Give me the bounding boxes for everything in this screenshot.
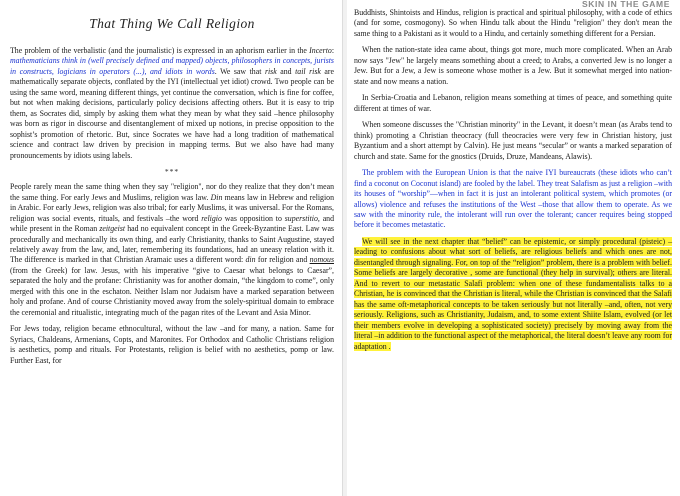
- right-page: [346, 0, 680, 496]
- paragraph-verbalistic: The problem of the verbalistic (and the journalistic) is expressed in an aphorism earlier in the Incerto: mathematicians think in (well precisely defined and mapped) objects, philosophers in concepts, jurists in constructs, logicians in operators (...), and idiots in words. We saw that risk and tail risk are mathematically separate objects, conflated by the IYI (intellectual yet idiot) crowd. Two people can be using the same word, meaning different things, yet continue the conversation, which is fine for coffee, but not when making decisions, particularly policy decisions affecting others. But it is easy to trip them, as Socrates did, simply by asking them what they mean by what they said –hence philosophy was born as rigor in discourse and disentanglement of mixed up notions, in precise opposition to the sophist’s promotion of rhetoric. But, since Socrates we have had a long tradition of mathematical science and contract law driven by precision in mapping terms. But we also have had many pronouncements by idiots using labels.: [10, 46, 334, 160]
- paragraph-religion-meaning: People rarely mean the same thing when they say "religion", nor do they realize that they don’t mean the same thing. For early Jews and Muslims, religion was law. Din means law in Hebrew and religion in Arabic. For early Jews, religion was also tribal; for early Muslims, it was universal. For the Romans, religion was social events, rituals, and festivals –the word religio was opposition to superstitio, and while present in the Roman zeitgeist had no equivalent concept in the Greek-Byzantine East. Law was procedurally and mechanically its own thing, and early Christianity, thanks to Saint Augustine, stayed relatively away from the law, and, later, remembering its foundations, had an uneasy relation with it. The difference is marked in that Christian Aramaic uses a different word: din for religion and nomous (from the Greek) for law. Jesus, with his imperative “give to Caesar what belongs to Caesar”, separated the holy and the profane: Christianity was for another domain, “the kingdom to come”, only merged with this one in the eschaton. Neither Islam nor Judaism have a marked separation between holy and profane. And of course Christianity moved away from the solely-spiritual domain to embrace the ceremonial and ritualistic, integrating much of the pagan rites of the Levant and Asia Minor.: [10, 182, 335, 317]
- paragraph-jews-today: For Jews today, religion became ethnocultural, without the law –and for many, a nation. Same for Syriacs, Chaldeans, Armenians, Copts, and Maronites. For Orthodox and Catholic Christians religion is aesthetics, pomp and rituals. For Protestants, religion is belief with no aesthetics, pomp or law. Further East, for: [10, 324, 334, 365]
- running-header: SKIN IN THE GAME: [582, 0, 670, 9]
- paragraph-serbia-lebanon: In Serbia-Croatia and Lebanon, religion means something at times of peace, and something quite different at times of war.: [354, 93, 672, 113]
- highlighted-text: We will see in the next chapter that “belief” can be epistemic, or simply procedural (pisteic) –leading to confusions about what sort of beliefs, are religious beliefs and which ones are not, disentangled through signaling. For, on top of the “religion” problem, there is a problem with belief. Some beliefs are largely decorative , some are functional (they help in survival); others are literal. And to revert to our metastatic Salafi problem: when one of these fundamentalists talks to a Christian, he is convinced that the Christian is literal, while the Christian is convinced that the Salafi has the same oft-metaphorical concepts to be taken seriously but not literally –and, often, not very seriously. Religions, such as Christianity, Judaism, and, to some extent Shiite Islam, evolved (or let their members evolve in developing a sophisticated society) precisely by moving away from the literal –in addition to the functional aspect of the metaphorical, the literal doesn’t leave any room for adaptation .: [354, 236, 672, 351]
- aphorism-quote: mathematicians think in (well precisely defined and mapped) objects, philosophers in concepts, jurists in constructs, logicians in operators (...), and idiots in words: [10, 56, 334, 76]
- paragraph-christian-minority: When someone discusses the "Christian minority" in the Levant, it doesn’t mean (as Arabs tend to think) promoting a Christian theocracy (full theocracies were very few in Christian history, just Byzantium and a short attempt by Calvin). He just means “secular” or wants a marked separation of church and state. Same for the gnostics (Druids, Druze, Mandeans, Alawis).: [354, 120, 672, 161]
- paragraph-belief-highlighted: [354, 237, 672, 352]
- paragraph-buddhists: Buddhists, Shintoists and Hindus, religion is practical and spiritual philosophy, with a code of ethics (and for some, cosmogony). So when Hindu talk about the Hindu "religion" they don't mean the same thing to a Pakistani as it would to a Hindu, and certainly something different for a Persian.: [354, 8, 672, 38]
- chapter-title: That Thing We Call Religion: [89, 16, 255, 31]
- paragraph-european-union: The problem with the European Union is that the naive IYI bureaucrats (these idiots who can’t find a coconut on Coconut island) are fooled by the label. They treat Salafism as just a religion –with its houses of “worship”—when in fact it is just an intolerant political system, which promotes (or allows) violence and refuses the institutions of the West –those that allow them to operate. As we saw with the minority rule, the intolerant will run over the tolerant; cancer requires being stopped before it becomes metastatic.: [354, 168, 672, 230]
- paragraph-nation-state: When the nation-state idea came about, things got more, much more complicated. When an Arab now says "Jew" he largely means something about a creed; to Arabs, a converted Jew is no longer a Jew. But for a Jew, a Jew is someone whose mother is a Jew. But it somewhat merged into nation-state and now means a nation.: [354, 45, 672, 86]
- section-separator: ***: [164, 167, 180, 177]
